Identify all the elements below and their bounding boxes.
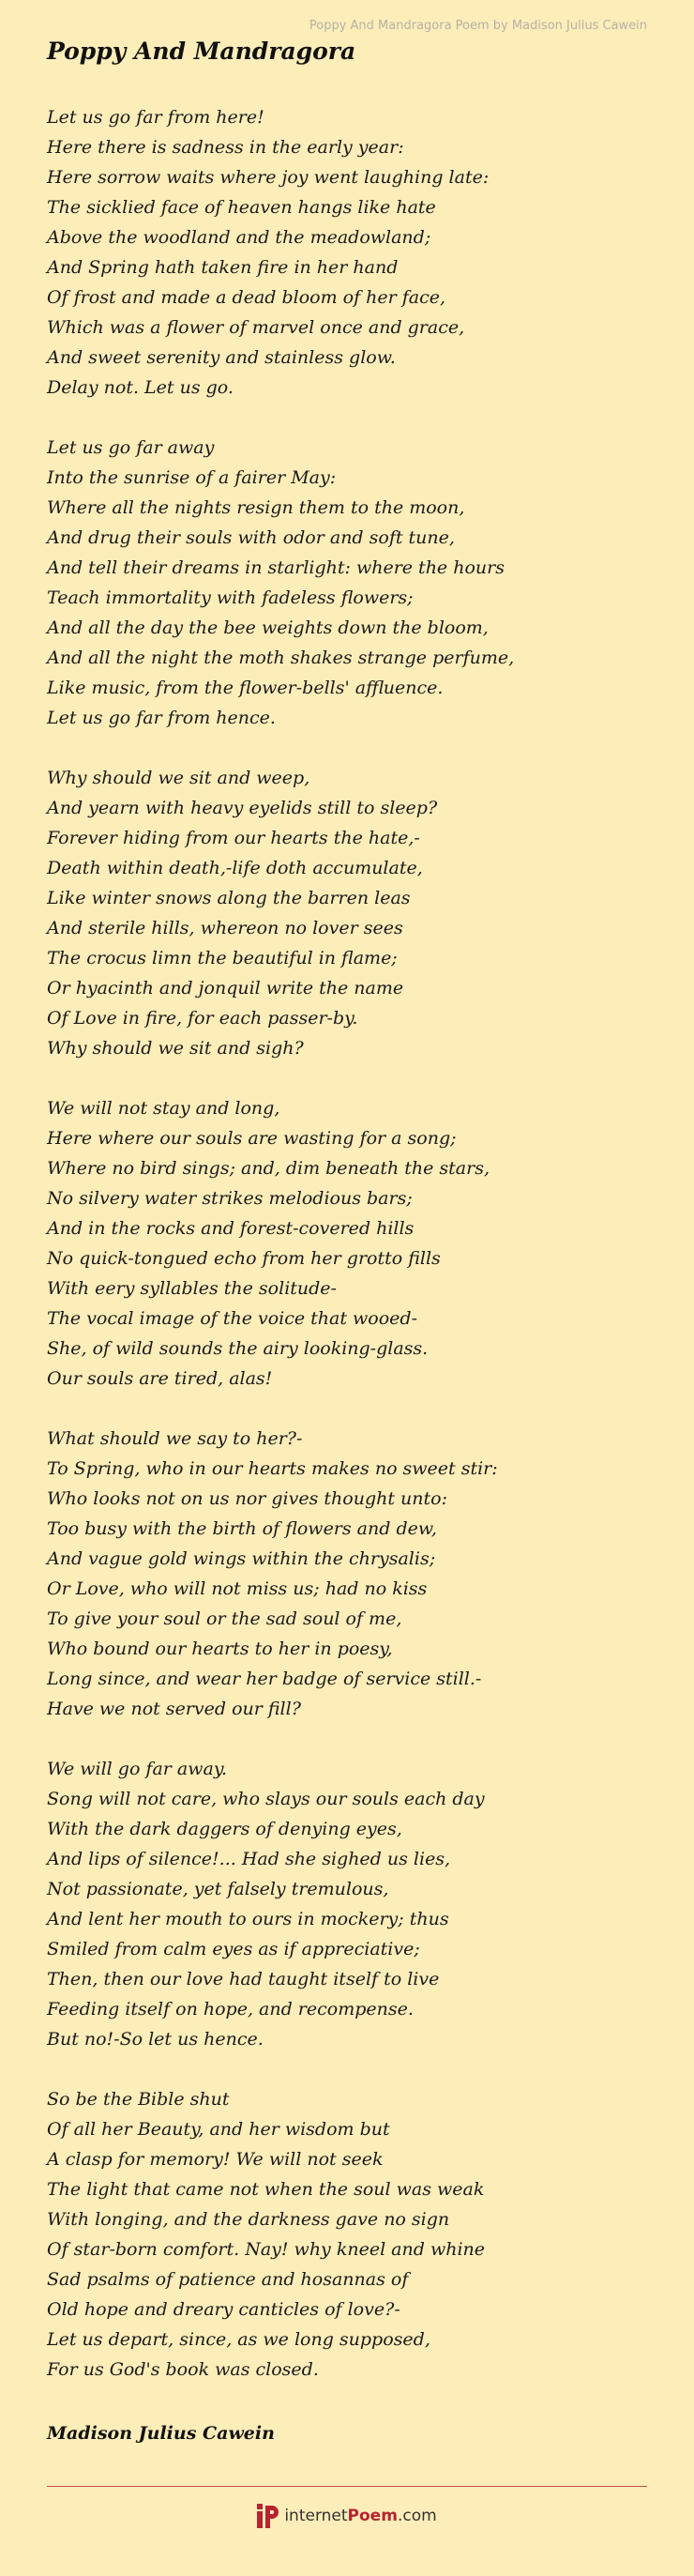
- poem-title: Poppy And Mandragora: [47, 38, 356, 65]
- poem-line: And tell their dreams in starlight: where the hours: [47, 557, 505, 578]
- poem-line: And Spring hath taken fire in her hand: [47, 257, 399, 278]
- poem-line: Here sorrow waits where joy went laughing late:: [47, 167, 490, 188]
- poem-line: For us God's book was closed.: [47, 2359, 319, 2380]
- poem-line: Or hyacinth and jonquil write the name: [47, 978, 404, 998]
- poem-stanza: [47, 763, 656, 1063]
- poem-line: Long since, and wear her badge of service still.-: [47, 1669, 482, 1689]
- footer-logo-prefix: internet: [284, 2507, 348, 2525]
- poem-line: Then, then our love had taught itself to live: [47, 1969, 440, 1989]
- poem-credit-header: Poppy And Mandragora Poem by Madison Julius Cawein: [309, 19, 647, 33]
- poem-stanza: [47, 2084, 656, 2385]
- poem-line: Who looks not on us nor gives thought unto:: [47, 1488, 447, 1509]
- poem-line: Song will not care, who slays our souls each day: [47, 1789, 485, 1809]
- poem-line: And in the rocks and forest-covered hills: [47, 1218, 415, 1239]
- poem-line: And lent her mouth to ours in mockery; thus: [47, 1909, 449, 1929]
- poem-line: With longing, and the darkness gave no sign: [47, 2209, 450, 2230]
- poem-line: With eery syllables the solitude-: [47, 1278, 337, 1299]
- poem-line: Where no bird sings; and, dim beneath the stars,: [47, 1158, 490, 1179]
- poem-stanza: [47, 1424, 656, 1724]
- poem-line: No silvery water strikes melodious bars;: [47, 1188, 413, 1209]
- poem-line: She, of wild sounds the airy looking-glass.: [47, 1338, 429, 1359]
- poem-stanza: [47, 1093, 656, 1394]
- poem-line: Or Love, who will not miss us; had no kiss: [47, 1578, 428, 1599]
- poem-line: Which was a flower of marvel once and grace,: [47, 317, 465, 338]
- poem-line: Into the sunrise of a fairer May:: [47, 467, 337, 488]
- poem-line: Let us go far from hence.: [47, 708, 276, 728]
- poem-line: Old hope and dreary canticles of love?-: [47, 2299, 400, 2320]
- poem-line: And vague gold wings within the chrysalis;: [47, 1548, 436, 1569]
- poem-stanza: [47, 433, 656, 733]
- poem-line: And yearn with heavy eyelids still to sleep?: [47, 798, 438, 818]
- poem-line: Delay not. Let us go.: [47, 377, 234, 398]
- poem-line: Let us depart, since, as we long supposed,: [47, 2329, 430, 2350]
- poem-line: The crocus limn the beautiful in flame;: [47, 948, 398, 968]
- poem-line: A clasp for memory! We will not seek: [47, 2149, 384, 2170]
- poem-line: And all the day the bee weights down the bloom,: [47, 617, 489, 638]
- poem-line: Like winter snows along the barren leas: [47, 888, 411, 908]
- poem-line: Too busy with the birth of flowers and dew,: [47, 1518, 437, 1539]
- poem-line: Above the woodland and the meadowland;: [47, 227, 431, 248]
- poem-line: Where all the nights resign them to the moon,: [47, 497, 465, 518]
- poem-stanza: [47, 102, 656, 403]
- footer-logo-link[interactable]: [0, 2504, 694, 2528]
- poem-line: Of Love in fire, for each passer-by.: [47, 1008, 358, 1029]
- poem-line: To give your soul or the sad soul of me,: [47, 1608, 402, 1629]
- poem-line: Here there is sadness in the early year:: [47, 137, 404, 158]
- poem-line: We will not stay and long,: [47, 1098, 280, 1119]
- poem-stanza: [47, 1754, 656, 2054]
- poem-line: So be the Bible shut: [47, 2089, 230, 2110]
- poem-line: Have we not served our fill?: [47, 1699, 301, 1719]
- poem-line: Let us go far from here!: [47, 107, 264, 128]
- poem-body: [47, 102, 656, 2415]
- poem-author[interactable]: Madison Julius Cawein: [47, 2423, 275, 2444]
- poem-line: The vocal image of the voice that wooed-: [47, 1308, 418, 1329]
- poem-line: Smiled from calm eyes as if appreciative;: [47, 1939, 420, 1959]
- poem-line: Forever hiding from our hearts the hate,-: [47, 828, 420, 848]
- poem-line: With the dark daggers of denying eyes,: [47, 1819, 402, 1839]
- footer-logo-suffix: .com: [397, 2507, 437, 2525]
- poem-line: Who bound our hearts to her in poesy,: [47, 1639, 393, 1659]
- poem-line: Our souls are tired, alas!: [47, 1368, 273, 1389]
- poem-line: And all the night the moth shakes strange perfume,: [47, 648, 515, 668]
- poem-line: Feeding itself on hope, and recompense.: [47, 1999, 414, 2020]
- poem-line: But no!-So let us hence.: [47, 2029, 264, 2050]
- footer-logo-strong: Poem: [347, 2507, 398, 2525]
- internetpoem-logo-icon: [257, 2504, 279, 2528]
- poem-line: Of frost and made a dead bloom of her face,: [47, 287, 446, 308]
- poem-line: And lips of silence!... Had she sighed us lies,: [47, 1849, 451, 1869]
- poem-line: Why should we sit and weep,: [47, 768, 310, 788]
- poem-line: The light that came not when the soul was weak: [47, 2179, 485, 2200]
- poem-line: Sad psalms of patience and hosannas of: [47, 2269, 409, 2290]
- poem-line: We will go far away.: [47, 1759, 228, 1779]
- poem-line: Of star-born comfort. Nay! why kneel and whine: [47, 2239, 486, 2260]
- poem-line: Not passionate, yet falsely tremulous,: [47, 1879, 389, 1899]
- poem-line: No quick-tongued echo from her grotto fills: [47, 1248, 441, 1269]
- poem-line: Teach immortality with fadeless flowers;: [47, 587, 414, 608]
- poem-line: To Spring, who in our hearts makes no sweet stir:: [47, 1458, 498, 1479]
- poem-line: The sicklied face of heaven hangs like hate: [47, 197, 436, 218]
- footer-divider: [47, 2486, 647, 2487]
- poem-line: And sweet serenity and stainless glow.: [47, 347, 396, 368]
- poem-line: And sterile hills, whereon no lover sees: [47, 918, 403, 938]
- poem-line: Death within death,-life doth accumulate,: [47, 858, 423, 878]
- poem-line: Like music, from the flower-bells' affluence.: [47, 678, 444, 698]
- poem-line: Let us go far away: [47, 437, 215, 458]
- poem-line: Here where our souls are wasting for a song;: [47, 1128, 457, 1149]
- poem-line: What should we say to her?-: [47, 1428, 303, 1449]
- poem-line: And drug their souls with odor and soft tune,: [47, 527, 455, 548]
- poem-line: Of all her Beauty, and her wisdom but: [47, 2119, 390, 2140]
- poem-line: Why should we sit and sigh?: [47, 1038, 304, 1059]
